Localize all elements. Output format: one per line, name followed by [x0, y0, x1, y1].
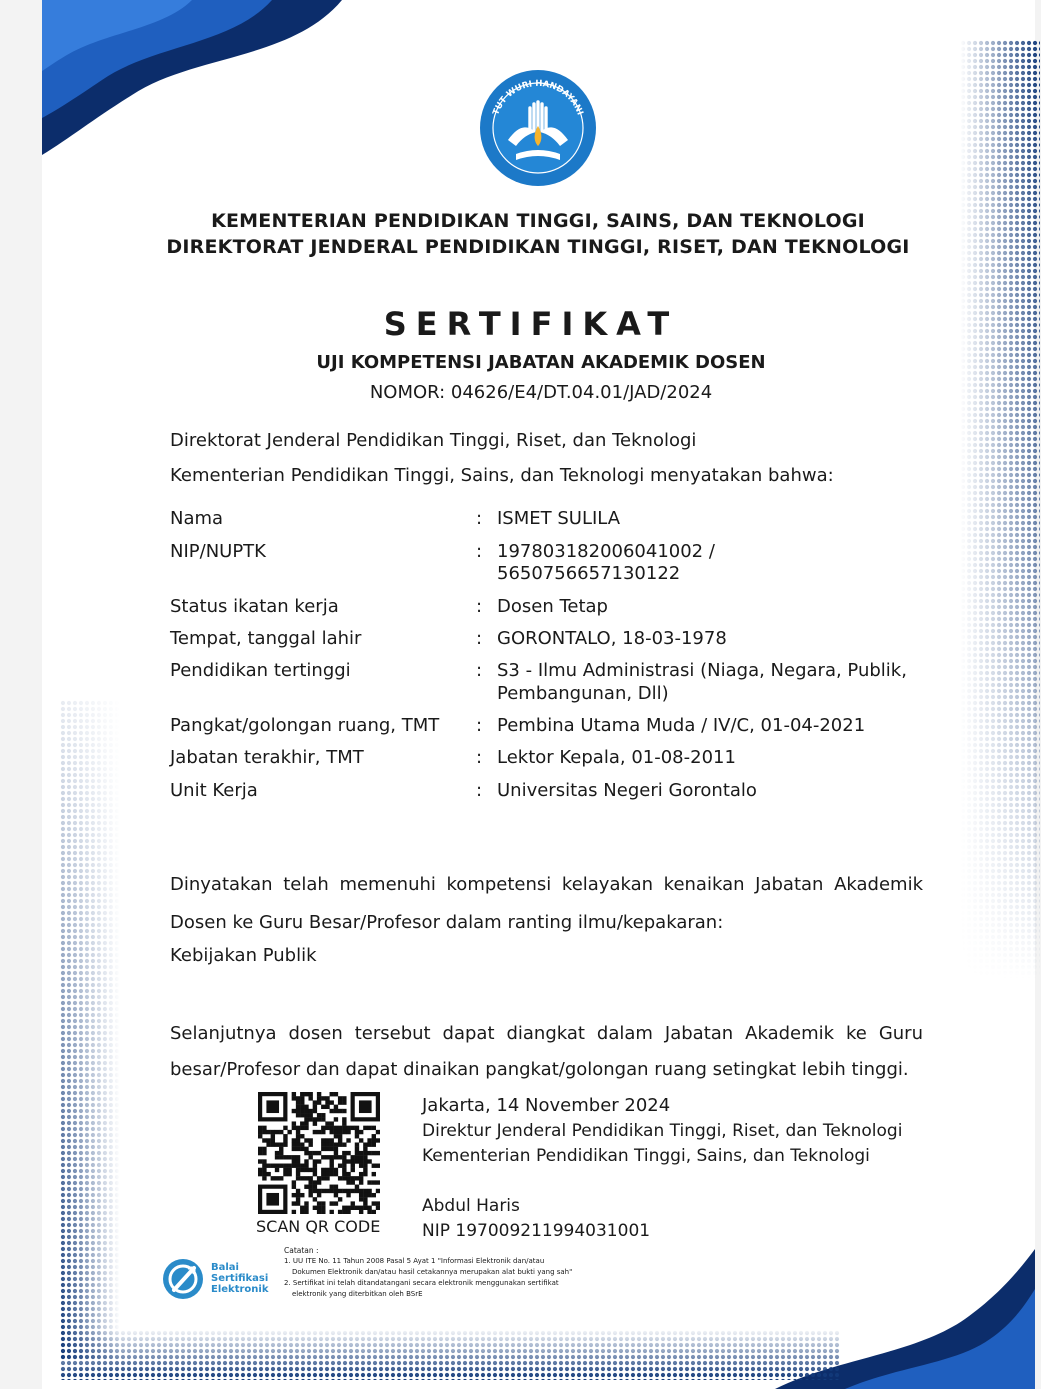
field-colon: : [476, 541, 483, 562]
bsre-name-2: Sertifikasi [211, 1273, 269, 1284]
field-label-name: Nama [170, 508, 224, 529]
field-label-unit: Unit Kerja [170, 780, 258, 801]
field-label-birth: Tempat, tanggal lahir [170, 628, 362, 649]
field-colon: : [476, 715, 483, 736]
certificate-title: SERTIFIKAT [383, 305, 679, 343]
field-colon: : [476, 780, 483, 801]
field-label-education: Pendidikan tertinggi [170, 660, 351, 681]
expertise-field: Kebijakan Publik [170, 945, 317, 966]
field-value-status: Dosen Tetap [497, 596, 608, 617]
note-1-line-2: Dokumen Elektronik dan/atau hasil cetakannya merupakan alat bukti yang sah" [292, 1268, 573, 1276]
top-left-wave-decoration [42, 0, 342, 160]
statement-line-2: Dosen ke Guru Besar/Profesor dalam ranting ilmu/kepakaran: [170, 912, 724, 933]
logo-motto: TUT WURI HANDAYANI [491, 78, 585, 117]
left-halftone-dots [60, 700, 120, 1360]
field-value-birth: GORONTALO, 18-03-1978 [497, 628, 727, 649]
field-value-nuptk: 5650756657130122 [497, 563, 681, 584]
signature-role-1: Direktur Jenderal Pendidikan Tinggi, Riset, dan Teknologi [422, 1121, 903, 1141]
intro-line-2: Kementerian Pendidikan Tinggi, Sains, dan Teknologi menyatakan bahwa: [170, 465, 834, 486]
right-halftone-dots [960, 40, 1040, 980]
signatory-nip: NIP 197009211994031001 [422, 1221, 651, 1241]
bottom-halftone-dots [60, 1330, 840, 1380]
field-value-unit: Universitas Negeri Gorontalo [497, 780, 757, 801]
field-value-education: S3 - Ilmu Administrasi (Niaga, Negara, Publik, [497, 660, 907, 681]
statement-line-1: Dinyatakan telah memenuhi kompetensi kelayakan kenaikan Jabatan Akademik [170, 874, 923, 895]
scan-qr-label: SCAN QR CODE [256, 1217, 381, 1236]
field-colon: : [476, 660, 483, 681]
certificate-number: NOMOR: 04626/E4/DT.04.01/JAD/2024 [369, 382, 713, 403]
notes-heading: Catatan : [284, 1246, 319, 1255]
field-colon: : [476, 747, 483, 768]
note-2-line-2: elektronik yang diterbitkan oleh BSrE [292, 1290, 423, 1298]
field-value-education-cont: Pembangunan, Dll) [497, 683, 669, 704]
field-label-nip: NIP/NUPTK [170, 541, 266, 562]
note-1-line-1: 1. UU ITE No. 11 Tahun 2008 Pasal 5 Ayat 1 "Informasi Elektronik dan/atau [284, 1257, 545, 1265]
bsre-logo-icon [160, 1256, 206, 1302]
left-scan-margin [0, 0, 42, 1389]
field-value-rank: Pembina Utama Muda / IV/C, 01-04-2021 [497, 715, 866, 736]
note-2-line-1: 2. Sertifikat ini telah ditandatangani secara elektronik menggunakan sertifikat [284, 1279, 559, 1287]
field-label-rank: Pangkat/golongan ruang, TMT [170, 715, 440, 736]
intro-line-1: Direktorat Jenderal Pendidikan Tinggi, Riset, dan Teknologi [170, 430, 697, 451]
directorate-name: DIREKTORAT JENDERAL PENDIDIKAN TINGGI, RISET, DAN TEKNOLOGI [166, 236, 910, 258]
field-value-nip: 197803182006041002 / [497, 541, 715, 562]
bsre-name-3: Elektronik [211, 1284, 269, 1295]
followup-line-1: Selanjutnya dosen tersebut dapat diangkat dalam Jabatan Akademik ke Guru [170, 1023, 923, 1044]
bsre-name-1: Balai [211, 1262, 239, 1273]
qr-code[interactable] [258, 1092, 380, 1214]
signature-role-2: Kementerian Pendidikan Tinggi, Sains, dan Teknologi [422, 1146, 870, 1166]
signature-place-date: Jakarta, 14 November 2024 [422, 1095, 671, 1116]
field-colon: : [476, 596, 483, 617]
certificate-subtitle: UJI KOMPETENSI JABATAN AKADEMIK DOSEN [316, 352, 766, 373]
tut-wuri-handayani-logo [478, 68, 598, 188]
ministry-name: KEMENTERIAN PENDIDIKAN TINGGI, SAINS, DAN TEKNOLOGI [211, 210, 865, 232]
field-value-name: ISMET SULILA [497, 508, 621, 529]
field-label-status: Status ikatan kerja [170, 596, 339, 617]
field-colon: : [476, 628, 483, 649]
followup-line-2: besar/Profesor dan dapat dinaikan pangkat/golongan ruang setingkat lebih tinggi. [170, 1059, 909, 1080]
field-label-position: Jabatan terakhir, TMT [170, 747, 364, 768]
field-value-position: Lektor Kepala, 01-08-2011 [497, 747, 736, 768]
signatory-name: Abdul Haris [422, 1196, 520, 1216]
field-colon: : [476, 508, 483, 529]
